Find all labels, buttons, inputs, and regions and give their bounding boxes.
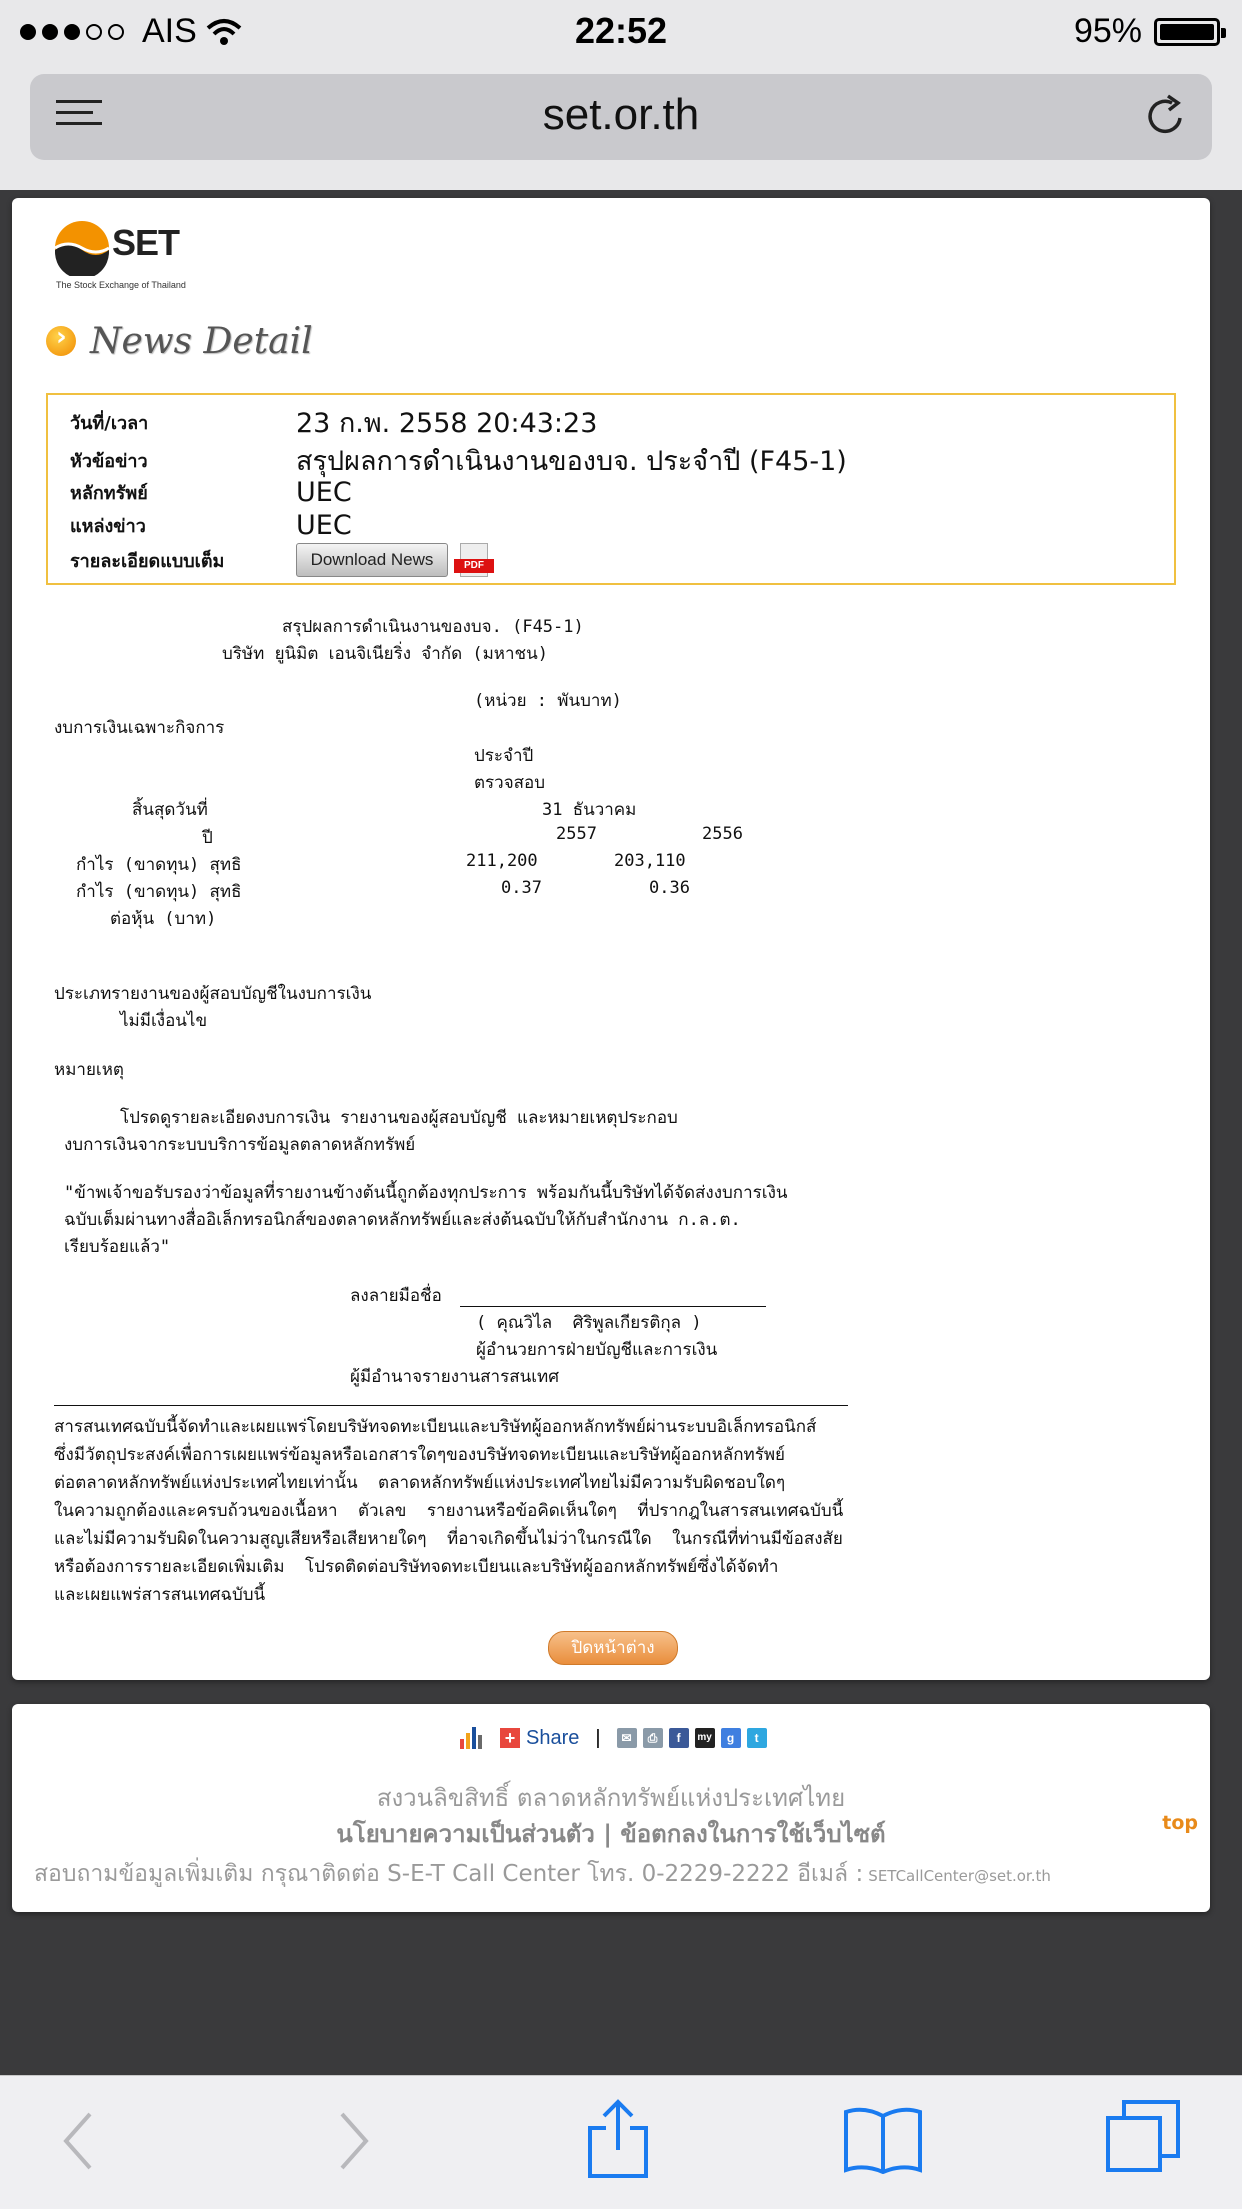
signer-title: ผู้อำนวยการฝ่ายบัญชีและการเงิน xyxy=(476,1340,718,1360)
footer-links xyxy=(12,1814,1210,1853)
carrier-label: AIS xyxy=(142,12,197,50)
copyright-text: สงวนลิขสิทธิ์ ตลาดหลักทรัพย์แห่งประเทศไทย xyxy=(376,1784,846,1812)
period-end-label: สิ้นสุดวันที่ xyxy=(132,800,208,820)
disclaimer-divider xyxy=(54,1405,848,1406)
news-info-box xyxy=(46,393,1176,585)
date-value: 23 ก.พ. 2558 20:43:23 xyxy=(296,408,598,439)
myspace-icon[interactable]: my xyxy=(695,1728,715,1748)
clock: 22:52 xyxy=(574,10,668,51)
logo-subtitle: The Stock Exchange of Thailand xyxy=(56,280,186,290)
disclaimer-line-3: ต่อตลาดหลักทรัพย์แห่งประเทศไทยเท่านั้น ตลาดหลักทรัพย์แห่งประเทศไทยไม่มีความรับผิดชอบใดๆ xyxy=(54,1473,786,1493)
auditor-report-label: ประเภทรายงานของผู้สอบบัญชีในงบการเงิน xyxy=(54,984,372,1004)
cert-line-1: "ข้าพเจ้าขอรับรองว่าข้อมูลที่รายงานข้างต้นนี้ถูกต้องทุกประการ พร้อมกันนี้บริษัทได้จัดส่งงบการเงิน xyxy=(64,1183,788,1203)
contact-line xyxy=(34,1856,1051,1892)
bookmarks-icon[interactable] xyxy=(842,2104,924,2174)
set-logo-icon xyxy=(54,220,110,276)
body-section: งบการเงินเฉพาะกิจการ xyxy=(54,718,225,738)
net-profit-1: 211,200 xyxy=(466,851,538,871)
eps-label: กำไร (ขาดทุน) สุทธิ xyxy=(76,882,242,902)
share-plus-icon[interactable]: + xyxy=(500,1728,520,1748)
body-company: บริษัท ยูนิมิต เอนจิเนียริ่ง จำกัด (มหาชน) xyxy=(222,644,548,664)
browser-toolbar xyxy=(0,2075,1242,2209)
page-title xyxy=(46,316,313,366)
source-label: แหล่งข่าว xyxy=(70,516,146,537)
security-label: หลักทรัพย์ xyxy=(70,483,148,504)
source-value: UEC xyxy=(296,510,352,541)
signature-line xyxy=(460,1306,766,1307)
disclaimer-line-5: และไม่มีความรับผิดในความสูญเสียหรือเสียหายใดๆ ที่อาจเกิดขึ้นไม่ว่าในกรณีใด ในกรณีที่ท่านมีข้อสงสัย xyxy=(54,1529,843,1549)
disclaimer-line-1: สารสนเทศฉบับนี้จัดทำและเผยแพร่โดยบริษัทจดทะเบียนและบริษัทผู้ออกหลักทรัพย์ผ่านระบบอิเล็กทรอนิกส์ xyxy=(54,1417,817,1437)
col-audit: ตรวจสอบ xyxy=(474,773,546,793)
remark-line-1: โปรดดูรายละเอียดงบการเงิน รายงานของผู้สอบบัญชี และหมายเหตุประกอบ xyxy=(120,1108,678,1128)
signer-name: ( คุณวิไล ศิริพูลเกียรติกุล ) xyxy=(476,1313,702,1333)
disclaimer-line-7: และเผยแพร่สารสนเทศฉบับนี้ xyxy=(54,1585,266,1605)
page-title-text: News Detail xyxy=(90,320,313,362)
signer-role: ผู้มีอำนาจรายงานสารสนเทศ xyxy=(350,1367,560,1387)
share-link[interactable]: Share xyxy=(526,1726,580,1749)
tabs-icon[interactable] xyxy=(1104,2098,1184,2176)
disclaimer-line-2: ซึ่งมีวัตถุประสงค์เพื่อการเผยแพร่ข้อมูลหรือเอกสารใดๆของบริษัทจดทะเบียนและบริษัทผู้ออกหลักทรัพย์ xyxy=(54,1445,786,1465)
eps-1: 0.37 xyxy=(501,878,542,898)
net-profit-label: กำไร (ขาดทุน) สุทธิ xyxy=(76,855,242,875)
cert-line-2: ฉบับเต็มผ่านทางสื่ออิเล็กทรอนิกส์ของตลาดหลักทรัพย์และส่งต้นฉบับให้กับสำนักงาน ก.ล.ต. xyxy=(64,1210,741,1230)
contact-text: สอบถามข้อมูลเพิ่มเติม กรุณาติดต่อ S-E-T Call Center โทร. 0-2229-2222 อีเมล์ : xyxy=(34,1861,864,1887)
status-right xyxy=(1074,12,1220,51)
info-row-date xyxy=(70,401,597,444)
close-window-button[interactable]: ปิดหน้าต่าง xyxy=(548,1631,678,1665)
arrow-bullet-icon xyxy=(46,326,76,356)
remark-label: หมายเหตุ xyxy=(54,1060,124,1080)
headline-value: สรุปผลการดำเนินงานของบจ. ประจำปี (F45-1) xyxy=(296,446,847,477)
twitter-icon[interactable]: t xyxy=(747,1728,767,1748)
back-arrow-icon[interactable] xyxy=(58,2106,98,2176)
footer-card xyxy=(12,1704,1210,1912)
eps-sub-label: ต่อหุ้น (บาท) xyxy=(110,909,217,929)
forward-arrow-icon[interactable] xyxy=(334,2106,374,2176)
address-bar[interactable] xyxy=(30,74,1212,160)
period-end-value: 31 ธันวาคม xyxy=(542,800,637,820)
share-icon[interactable] xyxy=(586,2098,650,2180)
print-icon[interactable]: ⎙ xyxy=(643,1728,663,1748)
cert-line-3: เรียบร้อยแล้ว" xyxy=(64,1237,171,1257)
email-icon[interactable]: ✉ xyxy=(617,1728,637,1748)
chart-icon[interactable] xyxy=(460,1727,482,1749)
battery-percent: 95% xyxy=(1073,12,1142,50)
auditor-report-value: ไม่มีเงื่อนไข xyxy=(120,1011,208,1031)
security-value: UEC xyxy=(296,477,352,508)
pdf-icon[interactable] xyxy=(454,543,494,577)
year-1: 2557 xyxy=(556,824,597,844)
back-to-top-link[interactable]: top xyxy=(1162,1812,1198,1834)
body-title: สรุปผลการดำเนินงานของบจ. (F45-1) xyxy=(282,617,584,637)
info-row-headline xyxy=(70,439,847,482)
body-unit: (หน่วย : พันบาท) xyxy=(474,691,622,711)
contact-email[interactable]: SETCallCenter@set.or.th xyxy=(868,1867,1051,1885)
share-separator: | xyxy=(595,1726,601,1749)
headline-label: หัวข้อข่าว xyxy=(70,451,148,472)
google-icon[interactable]: g xyxy=(721,1728,741,1748)
browser-chrome xyxy=(0,0,1242,190)
url-text[interactable]: set.or.th xyxy=(542,90,700,139)
sign-label: ลงลายมือชื่อ xyxy=(350,1286,442,1306)
terms-link[interactable]: ข้อตกลงในการใช้เว็บไซต์ xyxy=(620,1820,886,1848)
set-logo[interactable] xyxy=(54,220,204,294)
year-2: 2556 xyxy=(702,824,743,844)
pdf-label: PDF xyxy=(454,559,494,573)
download-news-button[interactable]: Download News xyxy=(296,543,448,577)
eps-2: 0.36 xyxy=(649,878,690,898)
info-row-source xyxy=(70,510,352,541)
remark-line-2: งบการเงินจากระบบบริการข้อมูลตลาดหลักทรัพย์ xyxy=(64,1135,416,1155)
news-detail-card xyxy=(12,198,1210,1680)
logo-text: SET xyxy=(112,222,180,263)
full-detail-label: รายละเอียดแบบเต็ม xyxy=(70,550,225,572)
battery-icon xyxy=(1154,18,1220,46)
info-row-security xyxy=(70,477,352,508)
reload-icon[interactable] xyxy=(1142,92,1190,140)
net-profit-2: 203,110 xyxy=(614,851,686,871)
disclaimer-line-4: ในความถูกต้องและครบถ้วนของเนื้อหา ตัวเลข รายงานหรือข้อคิดเห็นใดๆ ที่ปรากฎในสารสนเทศฉบับนี้ xyxy=(54,1501,844,1521)
facebook-icon[interactable]: f xyxy=(669,1728,689,1748)
share-bar xyxy=(460,1724,767,1752)
footer-divider: | xyxy=(603,1820,612,1848)
privacy-link[interactable]: นโยบายความเป็นส่วนตัว xyxy=(336,1820,595,1848)
year-label: ปี xyxy=(202,828,213,848)
info-row-download xyxy=(70,543,494,577)
date-label: วันที่/เวลา xyxy=(70,413,149,434)
disclaimer-line-6: หรือต้องการรายละเอียดเพิ่มเติม โปรดติดต่อบริษัทจดทะเบียนและบริษัทผู้ออกหลักทรัพย์ซึ่งได้จัดทำ xyxy=(54,1557,779,1577)
status-bar xyxy=(0,0,1242,62)
col-period: ประจำปี xyxy=(474,746,534,766)
